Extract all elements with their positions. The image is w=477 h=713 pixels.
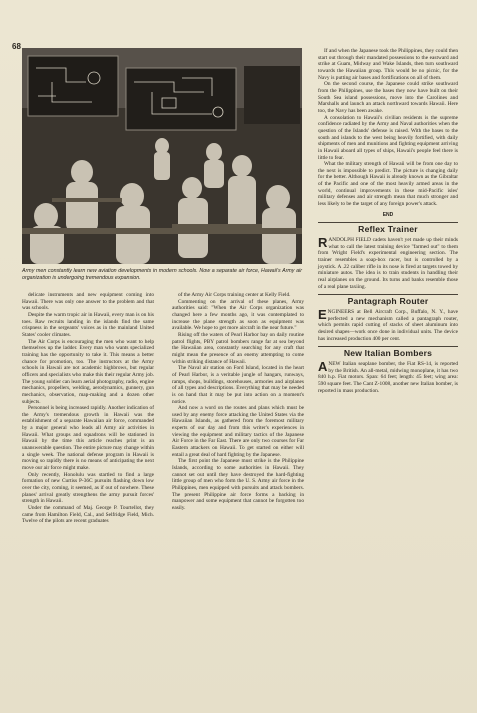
paragraph: Rising off the waters of Pearl Harbor bay on daily routine patrol flights, PBY patrol bombers range far at sea beyond the Hawaiian area, constantly searching for any craft that might mean the presence of an enemy attempting to come within striking distance of Hawaii. bbox=[172, 331, 304, 365]
classroom-photo bbox=[22, 48, 302, 264]
news-item-reflex-trainer bbox=[318, 222, 458, 290]
article-column-1 bbox=[22, 292, 154, 525]
paragraph: A consolation to Hawaii's civilian residents is the supreme confidence radiated by the Army and Naval authorities when the question of the Islands' defense is raised. With the bases to the south and islands to the west being heavily fortified, with daily shipments of men and munitions and fighting equipment arriving in Hawaii aboard all types of ships, Hawaii's people feel there is little to fear. bbox=[318, 114, 458, 161]
drop-cap: E bbox=[318, 306, 327, 322]
section-text: NGINEERS at Bell Aircraft Corp., Buffalo, N. Y., have perfected a new mechanism called a pantagraph router, which permits rapid cutting of stacks of sheet aluminum into desired shapes—work once done in individual units. The device has increased production 400 per cent. bbox=[318, 308, 458, 342]
section-body bbox=[318, 358, 458, 394]
section-text: ANDOLPH FIELD cadets haven't yet made up their minds what to call the latest training device "farmed out" to them from Wright Field's experimental engineering section. The trainer resembles a soap-box racer, but is controlled by a joystick. A .22 caliber rifle in its nose is fired at targets towed by miniature autos. The idea is to train students in handling their real airplanes on the ground. Its turns and banks resemble those of a real plane taxiing. bbox=[318, 237, 458, 290]
paragraph: And now a word on the routes and plans which must be used by any enemy force attacking the United States via the Hawaiian Islands, as gathered from the foremost military experts of our day and from this writer's experiences in viewing the equipment and military tactics of the Japanese Air Force in the Far East. There are only two courses for Far Eastern attackers on Hawaii. To get started on either will entail a great deal of hard fighting by the Japanese. bbox=[172, 405, 304, 458]
section-title: Reflex Trainer bbox=[358, 224, 418, 235]
drop-cap: R bbox=[318, 235, 328, 251]
drop-cap: A bbox=[318, 358, 328, 374]
paragraph: The first point the Japanese must strike is the Philippine Islands, according to some authorities in Hawaii. They cannot set out until they have destroyed the hard-fighting little group of men who form the U. S. Army air force in the Philippines, men equipped with pursuits and attack bombers. The present Philippine air force forms a backing in manpower and some equipment that cannot be forgotten too easily. bbox=[172, 458, 304, 511]
section-title: Pantagraph Router bbox=[347, 296, 429, 307]
divider bbox=[318, 294, 458, 295]
section-title: New Italian Bombers bbox=[343, 348, 433, 359]
news-item-pantagraph-router bbox=[318, 294, 458, 342]
paragraph: If and when the Japanese took the Philippines, they could then start out through their mandated possessions to the eastward and strike at Guam, Midway and Wake Islands, then turn southward towards the Hawaiian group. This would be no picnic, for the Navy is putting air bases and fortifications on all of them. bbox=[318, 48, 458, 81]
section-text: NEW Italian seaplane bomber, the Fiat RS-14, is reported by the British. An all-metal, midwing monoplane, it has two 840 h.p. Fiat motors. Span: 64 feet; length: 45 feet; wing area: 590 square feet. The Cant Z-1008, another new Italian bomber, is reported in mass production. bbox=[318, 360, 458, 394]
paragraph: Despite the warm tropic air in Hawaii, every man is on his toes. Raw recruits landing in the islands find the same crispness in the sergeants' voices as in the mainland United States' cooler climates. bbox=[22, 311, 154, 338]
divider bbox=[318, 222, 458, 223]
section-body bbox=[318, 306, 458, 342]
paragraph: The Naval air station on Ford Island, located in the heart of Pearl Harbor, is a veritable jungle of hangars, runways, ramps, shops, buildings, storehouses, armories and airplanes of all types and descriptions. Everything that may be needed is on hand that it may be put into action on a moment's notice. bbox=[172, 365, 304, 405]
paragraph: Commenting on the arrival of these planes, Army authorities said: "When the Air Corps organization was changed here a few months ago, it was contemplated to increase the plane strength as soon as equipment was available. We hope to get more aircraft in the near future." bbox=[172, 298, 304, 332]
paragraph: delicate instruments and new equipment coming into Hawaii. There was only one answer to the problem and that was schools. bbox=[22, 292, 154, 312]
section-body bbox=[318, 237, 458, 290]
paragraph: What the military strength of Hawaii will be from one day to the next is impossible to predict. The picture is changing daily for the better. Although Hawaii is already known as the Gibraltar of the Pacific and one of the most heavily armed areas in the world, continual improvements in these mid-Pacific isles' military defenses and air strength mean that much stronger and less likely to be the target of any foreign power's attack. bbox=[318, 161, 458, 208]
photo-caption: Army men constantly learn new aviation developments in modern schools. Now a separate air force, Hawaii's Army air organization is undergoing tremendous expansion. bbox=[22, 268, 302, 281]
paragraph: of the Army Air Corps training center at Kelly Field. bbox=[178, 292, 291, 298]
end-mark: END bbox=[382, 211, 394, 218]
news-item-italian-bombers bbox=[318, 346, 458, 394]
paragraph: Only recently, Honolulu was startled to find a large formation of new Curtiss P-36C pursuits flashing down low over the city, coming, it seemed, as if out of nowhere. These planes' arrival greatly strengthens the army pursuit forces' strength in Hawaii. bbox=[22, 471, 154, 505]
paragraph: Personnel is being increased rapidly. Another indication of the Army's tremendous growth in Hawaii was the establishment of a separate Hawaiian air force, commanded by a major general who leads all Army air activities in Hawaii. What groups and squadrons will be stationed in Hawaii by the time this article reaches print is an unanswerable question. The entire picture may change within a single week. The national defense program in Hawaii is moving so rapidly there is no means of anticipating the next move our air force might make. bbox=[22, 405, 154, 472]
page-number: 68 bbox=[12, 42, 21, 51]
article-column-3 bbox=[318, 48, 458, 394]
paragraph: On the second course, the Japanese could strike southward from the Philippines, use the bases they now have built on their South Sea island possessions, move into the Carolines and Marshalls and launch an attack northward towards Hawaii. Here too, the Navy has been awake. bbox=[318, 81, 458, 114]
divider bbox=[318, 346, 458, 347]
article-column-2 bbox=[172, 292, 304, 512]
paragraph: Under the command of Maj. George P. Tourtellot, they came from Hamilton Field, Cal., and Selfridge Field, Mich. Twelve of the pilots are recent graduates bbox=[22, 505, 154, 525]
paragraph: The Air Corps is encouraging the men who want to help themselves up the ladder. Every man who wants specialized training has the opportunity to take it. This means a better chance for promotion, too. The instructors at the Army schools in Hawaii are not academic highbrows, but regular officers and specialists who make this their regular Army job. The young soldier can learn aerial photography, radio, engine mechanics, propellers, welding, aerodynamics, gunnery, gun mechanics, observation, map-making and a dozen other subjects. bbox=[22, 338, 154, 405]
